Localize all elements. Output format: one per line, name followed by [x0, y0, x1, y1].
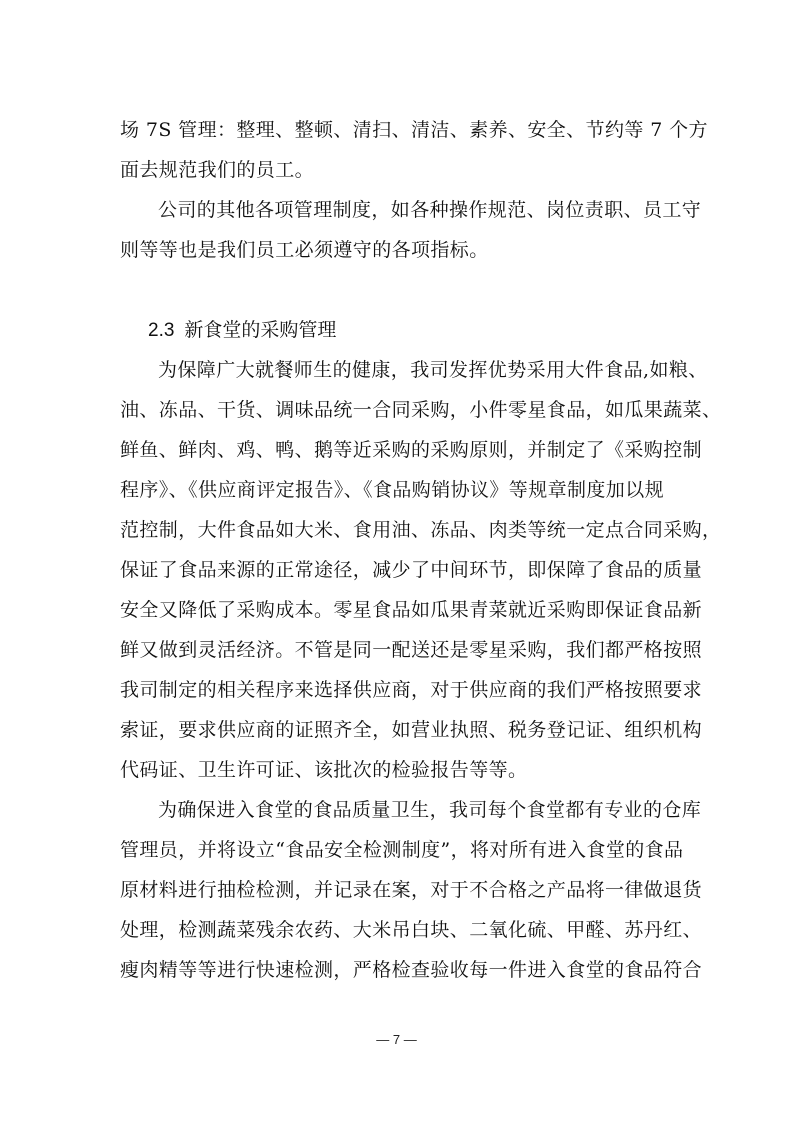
section-title: 新食堂的采购管理	[184, 319, 337, 341]
paragraph-line: 原材料进行抽检检测，并记录在案，对于不合格之产品将一律做退货	[120, 879, 703, 901]
paragraph-line: 范控制，大件食品如大米、食用油、冻品、肉类等统一定点合同采购，	[120, 519, 722, 541]
paragraph-line: 索证，要求供应商的证照齐全，如营业执照、税务登记证、组织机构	[120, 719, 703, 741]
paragraph-line: 瘦肉精等等进行快速检测，严格检查验收每一件进入食堂的食品符合	[120, 959, 703, 981]
paragraph-line: 场 7S 管理：整理、整顿、清扫、清洁、素养、安全、节约等 7 个方	[120, 119, 708, 141]
paragraph-line: 为确保进入食堂的食品质量卫生，我司每个食堂都有专业的仓库	[158, 799, 702, 821]
paragraph-line: 为保障广大就餐师生的健康，我司发挥优势采用大件食品,如粮、	[158, 359, 708, 381]
page-number: — 7 —	[376, 1032, 417, 1047]
section-number: 2.3	[148, 320, 175, 341]
paragraph-line: 鲜又做到灵活经济。不管是同一配送还是零星采购，我们都严格按照	[120, 639, 703, 661]
paragraph-line: 公司的其他各项管理制度，如各种操作规范、岗位责职、员工守	[158, 199, 702, 221]
paragraph-line: 油、冻品、干货、调味品统一合同采购，小件零星食品，如瓜果蔬菜、	[120, 399, 722, 421]
paragraph-line: 则等等也是我们员工必须遵守的各项指标。	[120, 239, 489, 261]
paragraph-line: 安全又降低了采购成本。零星食品如瓜果青菜就近采购即保证食品新	[120, 599, 703, 621]
paragraph-line: 程序》、《供应商评定报告》、《食品购销协议》等规章制度加以规	[120, 479, 665, 501]
paragraph-line: 我司制定的相关程序来选择供应商，对于供应商的我们严格按照要求	[120, 679, 703, 701]
paragraph-line: 鲜鱼、鲜肉、鸡、鸭、鹅等近采购的采购原则，并制定了《采购控制	[120, 439, 703, 461]
paragraph-line: 保证了食品来源的正常途径，减少了中间环节，即保障了食品的质量	[120, 559, 703, 581]
paragraph-line: 代码证、卫生许可证、该批次的检验报告等等。	[120, 759, 528, 781]
paragraph-line: 管理员，并将设立“食品安全检测制度”，将对所有进入食堂的食品	[120, 839, 684, 861]
section-heading	[148, 318, 336, 343]
paragraph-line: 面去规范我们的员工。	[120, 159, 315, 181]
paragraph-line: 处理，检测蔬菜残余农药、大米吊白块、二氧化硫、甲醛、苏丹红、	[120, 919, 703, 941]
